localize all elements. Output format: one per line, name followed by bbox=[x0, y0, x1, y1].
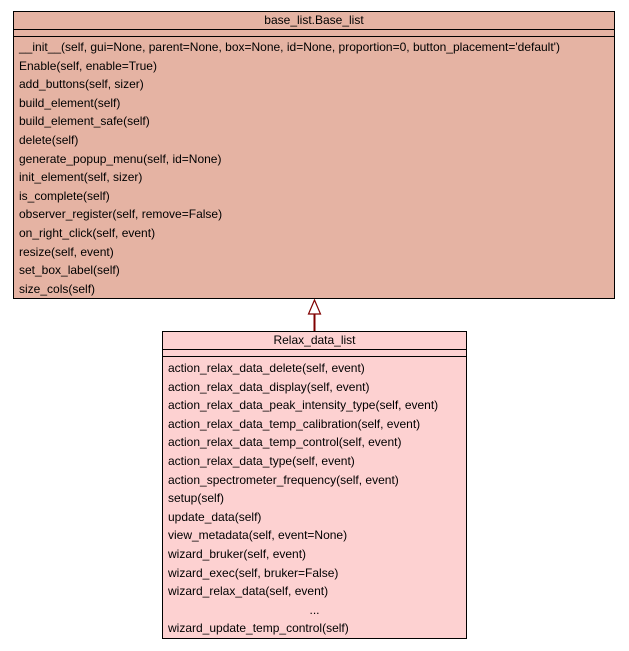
base-class-method: build_element(self) bbox=[19, 95, 121, 110]
derived-class-method: action_relax_data_temp_control(self, event) bbox=[168, 435, 402, 450]
base-class-method: on_right_click(self, event) bbox=[19, 225, 156, 240]
derived-class-box bbox=[162, 331, 467, 639]
base-class-method: set_box_label(self) bbox=[19, 263, 120, 278]
inheritance-arrowhead bbox=[309, 300, 321, 314]
derived-class-name: Relax_data_list bbox=[163, 332, 466, 350]
derived-class-method: setup(self) bbox=[168, 491, 225, 506]
derived-class-method: wizard_exec(self, bruker=False) bbox=[168, 565, 339, 580]
base-class-method: build_element_safe(self) bbox=[19, 114, 150, 129]
derived-class-method: view_metadata(self, event=None) bbox=[168, 528, 348, 543]
base-class-method: size_cols(self) bbox=[19, 281, 96, 296]
derived-class-method: wizard_update_temp_control(self) bbox=[168, 621, 349, 636]
base-class-method: observer_register(self, remove=False) bbox=[19, 207, 223, 222]
derived-class-method: action_spectrometer_frequency(self, event) bbox=[168, 472, 399, 487]
base-class-method: is_complete(self) bbox=[19, 188, 110, 203]
derived-class-methods-compartment bbox=[163, 357, 466, 638]
derived-class-attributes-compartment bbox=[163, 350, 466, 357]
derived-class-method: action_relax_data_peak_intensity_type(self, event) bbox=[168, 398, 439, 413]
base-class-method: Enable(self, enable=True) bbox=[19, 58, 157, 73]
derived-class-method-ellipsis: ... bbox=[309, 602, 320, 617]
base-class-name: base_list.Base_list bbox=[14, 12, 614, 30]
base-class-method: add_buttons(self, sizer) bbox=[19, 77, 144, 92]
derived-class-method: update_data(self) bbox=[168, 509, 262, 524]
base-class-method: delete(self) bbox=[19, 132, 79, 147]
base-class-method: init_element(self, sizer) bbox=[19, 170, 143, 185]
base-class-method: resize(self, event) bbox=[19, 244, 114, 259]
derived-class-method: action_relax_data_delete(self, event) bbox=[168, 361, 365, 375]
derived-class-method: action_relax_data_type(self, event) bbox=[168, 453, 355, 468]
base-class-method: generate_popup_menu(self, id=None) bbox=[19, 151, 222, 166]
derived-class-method: action_relax_data_display(self, event) bbox=[168, 379, 370, 394]
derived-class-method: action_relax_data_temp_calibration(self, event) bbox=[168, 416, 421, 431]
derived-class-method: wizard_relax_data(self, event) bbox=[168, 584, 329, 599]
derived-class-method: wizard_bruker(self, event) bbox=[168, 546, 307, 561]
base-class-method: __init__(self, gui=None, parent=None, box=None, id=None, proportion=0, button_placement='default') bbox=[19, 40, 560, 54]
